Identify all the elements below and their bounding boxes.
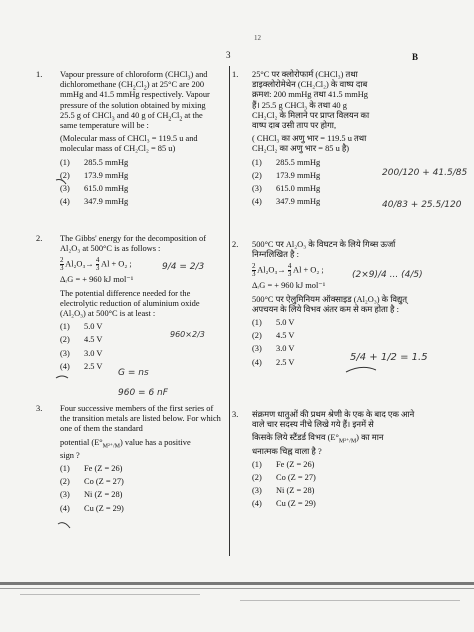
option-2[interactable]: (2) 4.5 V (252, 331, 295, 341)
question-number: 2. (36, 234, 43, 243)
option-1[interactable]: (1) 5.0 V (60, 322, 103, 332)
question-text: Four successive members of the first series of the transition metals are listed below. For which one of them the standard (60, 404, 221, 434)
option-1[interactable]: (1) Fe (Z = 26) (60, 464, 123, 474)
question-number: 1. (36, 70, 43, 79)
standard-potential-line: किसके लिये स्टैंडर्ड विभव $(E^\circ_{M^{2+}/M})$ का मान (252, 433, 384, 446)
handwritten-calc-q2-left-b: 960×2/3 (170, 330, 205, 339)
handwritten-calc-q1-b: 40/83 + 25.5/120 (382, 200, 462, 210)
question-3-hi (232, 410, 432, 513)
gibbs-energy: ΔᵣG = + 960 kJ mol⁻¹ (252, 281, 326, 291)
option-4[interactable]: (4) 2.5 V (252, 357, 295, 367)
option-1[interactable]: (1) Fe (Z = 26) (252, 459, 315, 469)
molar-mass-note: (Molecular mass of CHCl₃ = 119.5 u and molecular mass of CH₂Cl₂ = 85 u) (60, 134, 198, 154)
booklet-code: B (412, 52, 419, 62)
standard-potential-line: potential $(E^\circ_{M^{2+}/M})$ value has a positive (60, 437, 191, 450)
option-4[interactable]: (4) 2.5 V (60, 361, 103, 371)
handwritten-calc-q2-left-a: 9/4 = 2/3 (162, 262, 205, 272)
handwritten-calc-q2-left-c: G = ns (118, 368, 149, 378)
question-text-3: sign ? (60, 450, 80, 460)
question-2-en (36, 234, 222, 375)
handwritten-calc-q2-left-d: 960 = 6 nF (118, 388, 168, 398)
molar-mass-note: ( CHCl₃ का अणु भार = 119.5 u तथा CH₂Cl₂ का अणु भार = 85 u है) (252, 134, 367, 154)
handwritten-calc-q1-a: 200/120 + 41.5/85 (382, 168, 468, 178)
option-2[interactable]: (2) 173.9 mmHg (60, 170, 129, 180)
question-text-2: 500°C पर ऐलुमिनियम ऑक्साइड (Al₂O₃) के विद्युत् अपचयन के लिये विभव अंतर कम से कम होता है : (252, 294, 408, 314)
question-number: 3. (36, 404, 43, 413)
question-number: 3. (232, 410, 239, 419)
option-3[interactable]: (3) Ni (Z = 28) (60, 490, 123, 500)
reaction-equation: $\frac{2}{3}$ Al₂O₃→ $\frac{4}{3}$ Al + O₂ ; (60, 256, 132, 273)
option-3[interactable]: (3) 3.0 V (252, 344, 295, 354)
option-1[interactable]: (1) 285.5 mmHg (60, 157, 129, 167)
option-3[interactable]: (3) 615.0 mmHg (60, 184, 129, 194)
question-1-en (36, 70, 222, 210)
handwritten-calc-q2-answer: 5/4 + 1/2 = 1.5 (350, 352, 428, 363)
question-text: 25°C पर क्लोरोफार्म (CHCl₃) तथा डाइक्लोरोमेथेन (CH₂Cl₂) के वाष्प दाब क्रमश: 200 mmHg तथा 41.5 mmHg हैं। 25.5 g CHCl₃ के तथा 40 g CH₂Cl₂ के मिलाने पर प्राप्त विलयन का वाष्प दाब उसी ताप पर होगा, (252, 70, 370, 131)
question-3-en (36, 404, 222, 517)
option-2[interactable]: (2) 4.5 V (60, 335, 103, 345)
scan-noise-band (0, 580, 474, 632)
option-3[interactable]: (3) 3.0 V (60, 348, 103, 358)
question-text: The Gibbs' energy for the decomposition of Al₂O₃ at 500°C is as follows : (60, 234, 207, 254)
handwritten-page-number: 12 (254, 34, 261, 42)
handwritten-calc-q2-right: (2×9)/4 ... (4/5) (352, 270, 423, 280)
question-text: Vapour pressure of chloroform (CHCl$_3$) and dichloromethane $(CH_2Cl_2)$ at 25°C are 200 mmHg and 41.5 mmHg respectively. Vapour pressure of the solution obtained by mixing 25.5 g of CHCl$_3$ and 40 g of $CH_2Cl_2$ at the same temperature will be : (60, 70, 210, 131)
question-text: संक्रमण धातुओं की प्रथम श्रेणी के एक के बाद एक आने वाले चार सदस्य नीचे लिखे गये हैं। इनमें से (252, 410, 415, 430)
question-number: 2. (232, 240, 239, 249)
option-4[interactable]: (4) Cu (Z = 29) (252, 499, 316, 509)
option-1[interactable]: (1) 5.0 V (252, 318, 295, 328)
page-number: 3 (226, 50, 231, 60)
option-2[interactable]: (2) 173.9 mmHg (252, 170, 321, 180)
column-divider (229, 66, 230, 556)
question-number: 1. (232, 70, 239, 79)
option-1[interactable]: (1) 285.5 mmHg (252, 157, 321, 167)
option-3[interactable]: (3) 615.0 mmHg (252, 184, 321, 194)
reaction-equation: $\frac{2}{3}$ Al₂O₃→ $\frac{4}{3}$ Al + O₂ ; (252, 262, 324, 279)
option-2[interactable]: (2) Co (Z = 27) (60, 477, 124, 487)
question-1-hi (232, 70, 432, 210)
option-2[interactable]: (2) Co (Z = 27) (252, 473, 316, 483)
option-4[interactable]: (4) 347.9 mmHg (252, 197, 321, 207)
option-3[interactable]: (3) Ni (Z = 28) (252, 486, 315, 496)
option-4[interactable]: (4) Cu (Z = 29) (60, 503, 124, 513)
question-text: 500°C पर Al₂O₃ के विघटन के लिये गिब्स ऊर्जा निम्नलिखित है : (252, 240, 396, 260)
question-text-2: The potential difference needed for the electrolytic reduction of aluminium oxide (Al₂O₃) at 500°C is at least : (60, 288, 200, 319)
option-4[interactable]: (4) 347.9 mmHg (60, 197, 129, 207)
question-text-3: धनात्मक चिह्न वाला है ? (252, 446, 322, 456)
gibbs-energy: ΔᵣG = + 960 kJ mol⁻¹ (60, 275, 134, 285)
